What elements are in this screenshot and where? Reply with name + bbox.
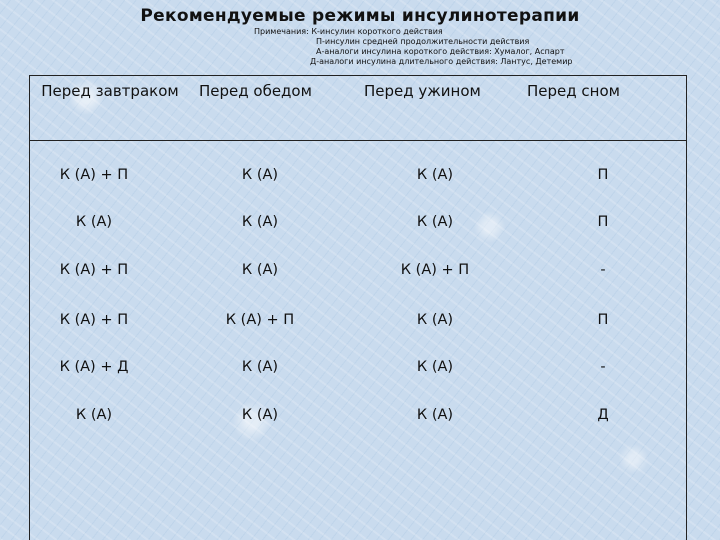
table-row bbox=[30, 167, 686, 187]
table-cell: - bbox=[600, 359, 606, 375]
table-cell: К (А) + П bbox=[59, 262, 129, 278]
header-before-lunch: Перед обедом bbox=[199, 82, 312, 100]
header-before-sleep: Перед сном bbox=[527, 82, 620, 100]
table-cell: К (А) bbox=[416, 312, 454, 328]
table-cell: - bbox=[600, 262, 606, 278]
table-cell: К (А) bbox=[416, 214, 454, 230]
note-line: А-аналоги инсулина короткого действия: Хумалог, Аспарт bbox=[316, 47, 565, 56]
table-row bbox=[30, 312, 686, 332]
table-cell: К (А) + Д bbox=[59, 359, 129, 375]
note-line: Примечания: К-инсулин короткого действия bbox=[254, 27, 443, 36]
table-cell: К (А) + П bbox=[400, 262, 470, 278]
table-row bbox=[30, 262, 686, 282]
table-cell: К (А) bbox=[241, 407, 279, 423]
table-cell: Д bbox=[597, 407, 609, 423]
notes bbox=[250, 27, 572, 67]
table-row bbox=[30, 214, 686, 234]
page-title: Рекомендуемые режимы инсулинотерапии bbox=[140, 6, 580, 26]
table-cell: П bbox=[597, 167, 609, 183]
table-cell: К (А) + П bbox=[59, 167, 129, 183]
table-cell: К (А) bbox=[241, 167, 279, 183]
table-cell: К (А) bbox=[241, 359, 279, 375]
table-cell: К (А) bbox=[75, 214, 113, 230]
header-before-breakfast: Перед завтраком bbox=[41, 82, 179, 100]
table-row bbox=[30, 359, 686, 379]
table-cell: П bbox=[597, 214, 609, 230]
table-cell: К (А) bbox=[416, 407, 454, 423]
note-line: Д-аналоги инсулина длительного действия: Лантус, Детемир bbox=[310, 57, 573, 66]
table-cell: К (А) + П bbox=[59, 312, 129, 328]
header-divider bbox=[30, 140, 686, 141]
table-cell: К (А) bbox=[241, 214, 279, 230]
table-cell: К (А) bbox=[75, 407, 113, 423]
note-line: П-инсулин средней продолжительности действия bbox=[316, 37, 530, 46]
regimen-table bbox=[29, 75, 687, 540]
header-before-dinner: Перед ужином bbox=[364, 82, 481, 100]
table-cell: К (А) + П bbox=[225, 312, 295, 328]
table-cell: К (А) bbox=[241, 262, 279, 278]
table-cell: К (А) bbox=[416, 359, 454, 375]
table-row bbox=[30, 407, 686, 427]
table-cell: П bbox=[597, 312, 609, 328]
table-cell: К (А) bbox=[416, 167, 454, 183]
